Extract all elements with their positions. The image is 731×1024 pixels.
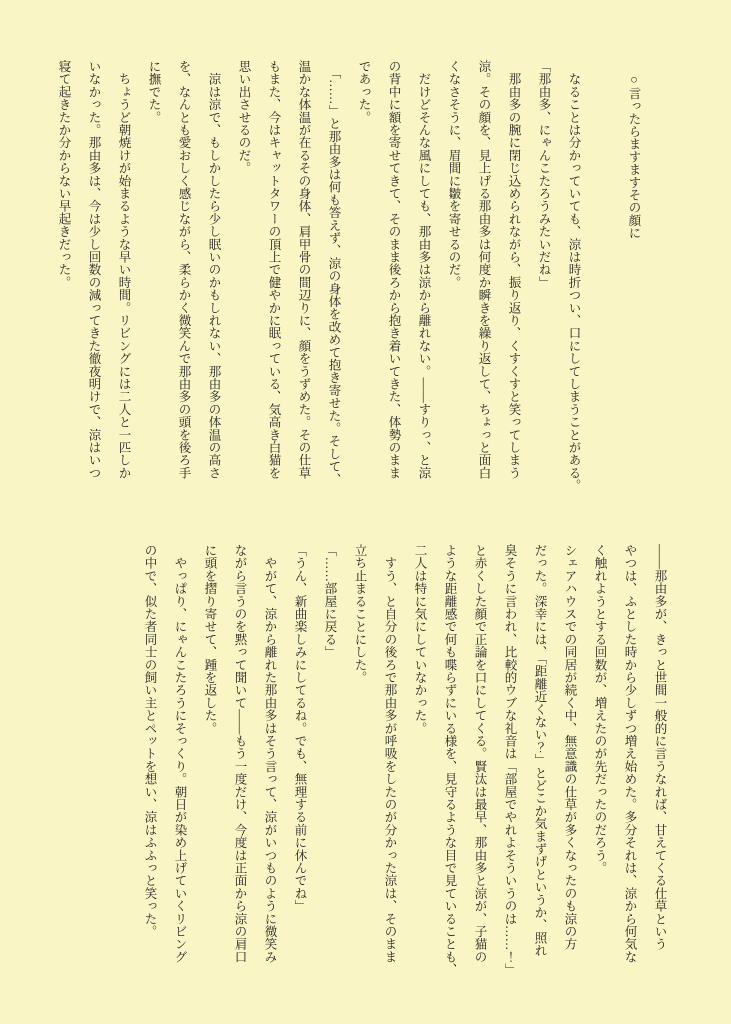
- text-line: に頭を摺り寄せて、踵を返した。: [203, 544, 217, 735]
- text-line: の中で、似た者同士の飼い主とペットを想い、涼はふふっと笑った。: [143, 544, 157, 938]
- text-line: [589, 60, 619, 488]
- text-line: 思い出させるのだ。: [237, 60, 251, 175]
- text-line: 「……部屋に戻る」: [323, 544, 337, 659]
- text-line: ながら言うのを黙って聞いて――もう一度だけ、今度は正面から涼の肩口: [233, 544, 247, 964]
- text-line: やつは、ふとした時から少しずつ増え始めた。多分それは、涼から何気な: [623, 544, 637, 964]
- text-line: 寝て起きたか分からない早起きだった。: [57, 60, 71, 289]
- text-line: に撫でた。: [147, 60, 161, 124]
- text-line: と赤くした顔で正論を口にしてくる。賢汰は最早、那由多と涼が、子猫の: [473, 544, 487, 964]
- text-line: 二人は特に気にしていなかった。: [413, 544, 427, 735]
- lower-text-block: [135, 544, 675, 976]
- text-line: だった。深幸には、「距離近くない？」とどこか気まずげというか、照れ: [533, 544, 547, 957]
- text-line: だけどそんな風にしても、那由多は涼から離れない。――すりっ、と涼: [417, 60, 431, 480]
- text-line: なることは分かっていても、涼は時折つい、口にしてしまうことがある。: [567, 60, 581, 492]
- text-line: 「那由多、にゃんこたろうみたいだね」: [537, 60, 551, 289]
- text-line: ○言ったらますますその顔に: [627, 60, 641, 240]
- upper-text-block: [49, 60, 649, 492]
- text-line: の背中に額を寄せてきて、そのまま後ろから抱き着いてきた、体勢のまま: [387, 60, 401, 480]
- text-line: シェアハウスでの同居が続く中、無意識の仕草が多くなったのも涼の方: [563, 544, 577, 951]
- text-line: 「……」と那由多は何も答えず、涼の身体を改めて抱き寄せた。そして、: [327, 60, 341, 486]
- text-line: を、なんとも愛おしく感じながら、柔らかく微笑んで那由多の頭を後ろ手: [177, 60, 191, 480]
- text-line: 温かな体温が在るその身体、肩甲骨の間辺りに、顔をうずめた。その仕草: [297, 60, 311, 480]
- text-line: すう、と自分の後ろで那由多が呼吸をしたのが分かった涼は、そのまま: [383, 544, 397, 964]
- text-line: 那由多の腕に閉じ込められながら、振り返り、くすくすと笑ってしまう: [507, 60, 521, 480]
- text-line: 「うん、新曲楽しみにしてるね。でも、無理する前に休んでね」: [293, 544, 307, 913]
- text-line: ――那由多が、きっと世間一般的に言うなれば、甘えてくる仕草という: [653, 544, 667, 951]
- text-line: ような距離感で何も喋らずにいる様を、見守るような目で見ていることも、: [443, 544, 457, 976]
- text-line: もまた、今はキャットタワーの頂上で健やかに眠っている、気高き白猫を: [267, 60, 281, 480]
- text-line: くなさそうに、眉間に皺を寄せるのだ。: [447, 60, 461, 289]
- text-line: 涼は涼で、もしかしたら少し眠いのかもしれない、那由多の体温の高さ: [207, 60, 221, 480]
- text-line: ちょうど朝焼けが始まるような早い時間。リビングには二人と一匹しか: [117, 60, 131, 480]
- text-line: であった。: [357, 60, 371, 124]
- text-line: く触れようとする回数が、増えたのが先だったのだろう。: [593, 544, 607, 875]
- text-line: 涼。その顔を、見上げる那由多は何度か瞬きを繰り返して、ちょっと面白: [477, 60, 491, 480]
- text-line: 立ち止まることにした。: [353, 544, 367, 684]
- text-line: やっぱり、にゃんこたろうにそっくり。朝日が染め上げていくリビング: [173, 544, 187, 964]
- text-line: 臭そうに言われ、比較的ウブな礼音は「部屋でやれよそういうのは……！」: [503, 544, 517, 976]
- text-line: やがて、涼から離れた那由多はそう言って、涼がいつものように微笑み: [263, 544, 277, 964]
- text-line: いなかった。那由多は、今は少し回数の減ってきた徹夜明けで、涼はいつ: [87, 60, 101, 480]
